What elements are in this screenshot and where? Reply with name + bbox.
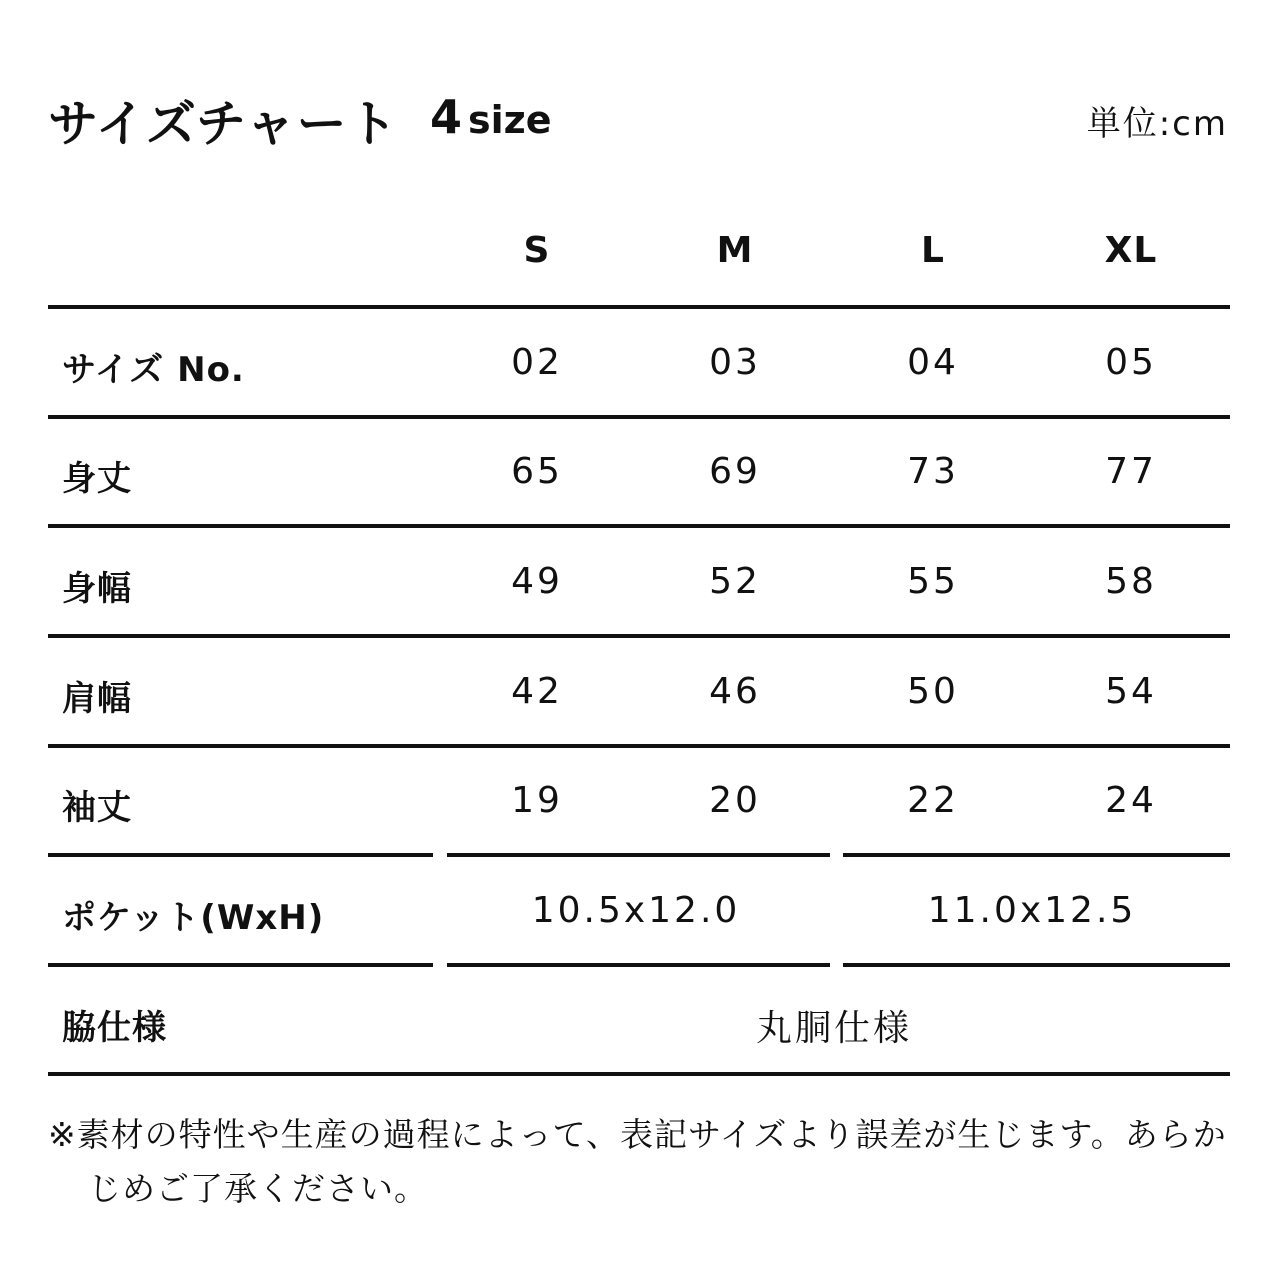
table-rule (447, 853, 830, 857)
table-cell: 58 (1105, 561, 1157, 602)
size-count-word: size (468, 98, 552, 142)
table-cell: 03 (709, 342, 761, 383)
table-cell: 04 (907, 342, 959, 383)
table-cell: 19 (511, 780, 563, 821)
footnote: ※素材の特性や生産の過程によって、表記サイズより誤差が生じます。あらかじめご了承ください。 (48, 1115, 1227, 1208)
table-cell: 05 (1105, 342, 1157, 383)
table-rule (447, 963, 830, 967)
column-header-xl: XL (1104, 230, 1158, 271)
side-spec-value: 丸胴仕様 (755, 1008, 912, 1049)
table-rule (48, 524, 1230, 528)
row-label-pocket: ポケット(WxH) (62, 898, 325, 938)
table-cell: 55 (907, 561, 959, 602)
table-cell: 69 (709, 451, 761, 492)
table-cell: 24 (1105, 780, 1157, 821)
table-cell: 50 (907, 671, 959, 712)
table-rule (843, 963, 1230, 967)
table-rule (48, 963, 433, 967)
pocket-size-l-xl: 11.0x12.5 (927, 890, 1137, 931)
table-rule (48, 853, 433, 857)
size-count (430, 90, 552, 144)
unit-label: 単位:cm (1086, 104, 1228, 144)
row-label-sleeve-length: 袖丈 (62, 788, 132, 828)
size-count-number: 4 (430, 90, 463, 144)
table-rule (843, 853, 1230, 857)
table-cell: 20 (709, 780, 761, 821)
table-cell: 49 (511, 561, 563, 602)
table-rule (48, 744, 1230, 748)
column-header-l: L (921, 230, 945, 271)
table-cell: 46 (709, 671, 761, 712)
table-rule (48, 415, 1230, 419)
table-cell: 54 (1105, 671, 1157, 712)
table-cell: 42 (511, 671, 563, 712)
column-header-m: M (716, 230, 754, 271)
table-cell: 22 (907, 780, 959, 821)
row-label-body-width: 身幅 (62, 569, 132, 609)
row-label-size-number: サイズ No. (62, 350, 245, 390)
table-cell: 65 (511, 451, 563, 492)
table-rule (48, 1072, 1230, 1076)
table-rule (48, 634, 1230, 638)
table-rule (48, 305, 1230, 309)
row-label-shoulder-width: 肩幅 (62, 679, 132, 719)
table-cell: 77 (1105, 451, 1157, 492)
page-title: サイズチャート (48, 95, 399, 153)
row-label-body-length: 身丈 (62, 459, 132, 499)
table-cell: 73 (907, 451, 959, 492)
column-header-s: S (523, 230, 551, 271)
row-label-side-spec: 脇仕様 (62, 1008, 167, 1048)
pocket-size-s-m: 10.5x12.0 (531, 890, 741, 931)
table-cell: 52 (709, 561, 761, 602)
table-cell: 02 (511, 342, 563, 383)
